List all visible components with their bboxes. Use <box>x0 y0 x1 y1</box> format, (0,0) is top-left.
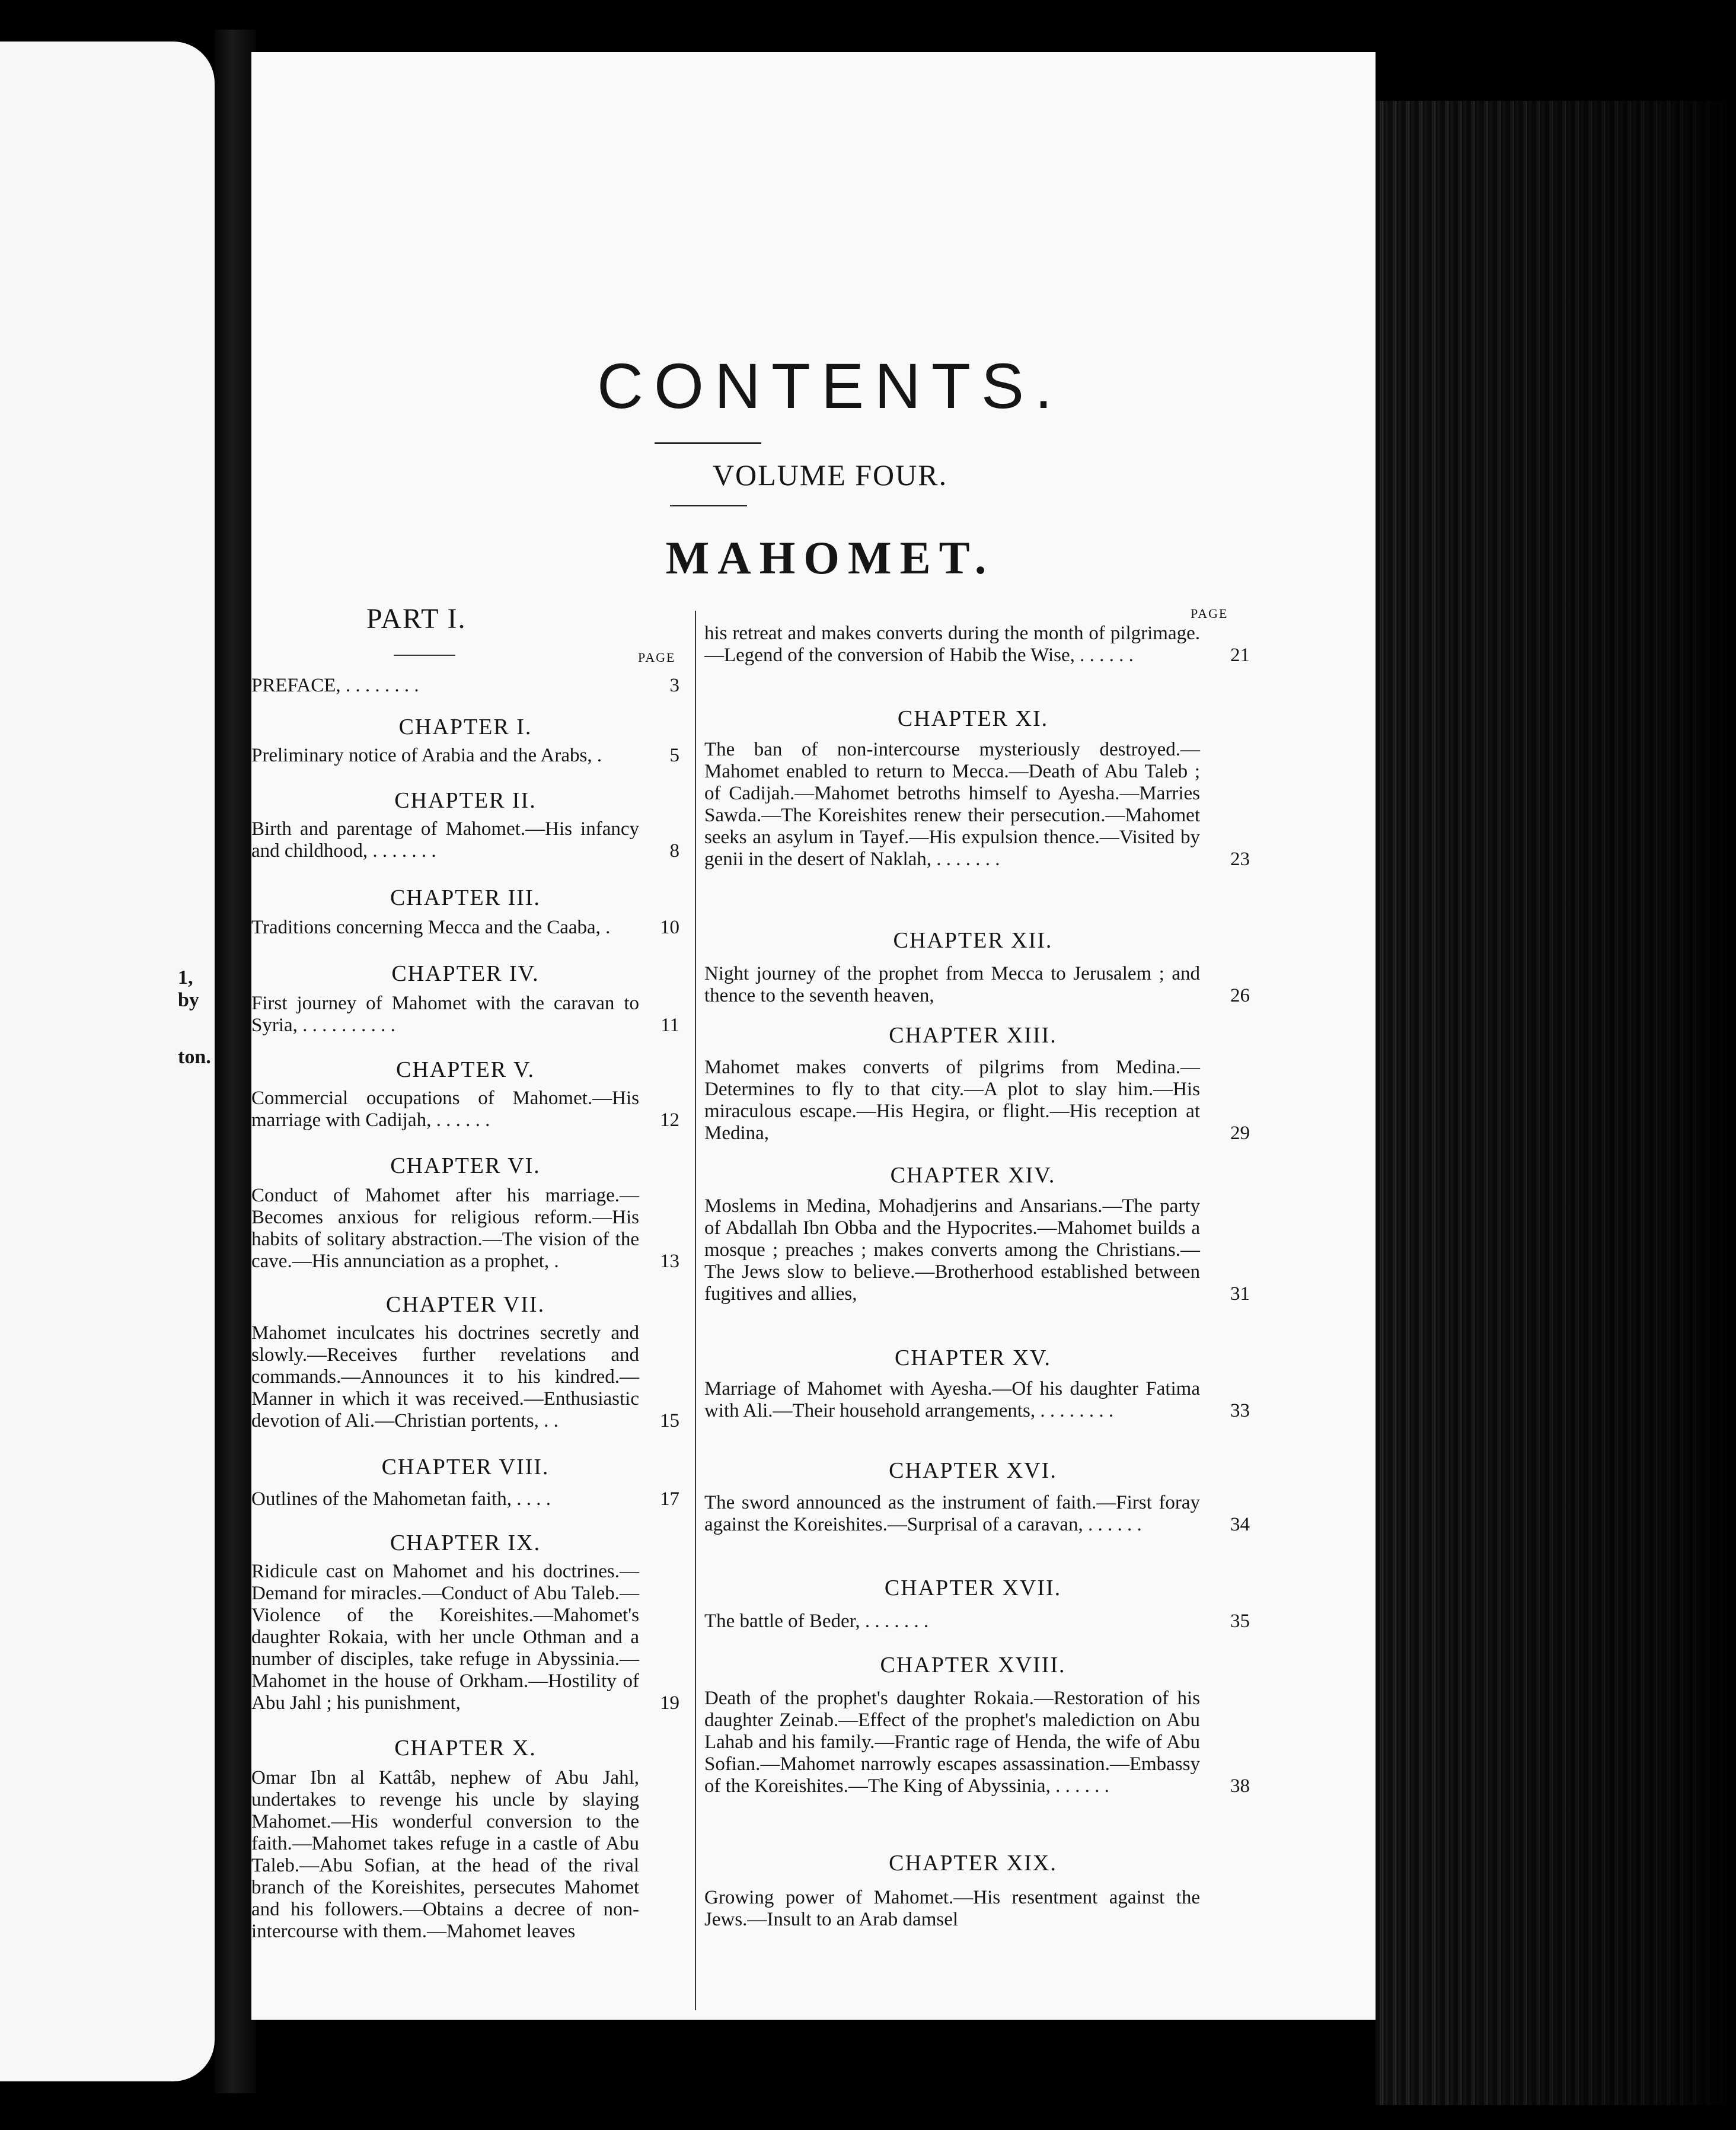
toc-entry-text: Moslems in Medina, Mohadjerins and Ansarians.—The party of Abdallah Ibn Obba and the Hypocrites.—Mahomet builds a mosque ; preaches ; makes converts among the Christians.—The Jews slow to believe.—Brotherhood established between fugitives and allies, <box>704 1195 1200 1305</box>
chapter-heading: CHAPTER IX. <box>390 1530 541 1555</box>
chapter-heading: CHAPTER XV. <box>894 1345 1052 1370</box>
volume-title: VOLUME FOUR. <box>712 458 948 492</box>
toc-entry-page: 38 <box>1230 1775 1250 1797</box>
toc-entry[interactable] <box>704 623 1250 667</box>
book-gutter <box>215 30 256 2093</box>
toc-entry-text: Birth and parentage of Mahomet.—His infancy and childhood, . . . . . . . <box>251 818 639 862</box>
toc-entry-text: Commercial occupations of Mahomet.—His marriage with Cadijah, . . . . . . <box>251 1088 639 1131</box>
toc-entry-page: 3 <box>669 675 679 696</box>
toc-entry-page: 31 <box>1230 1283 1250 1305</box>
toc-entry[interactable] <box>704 1492 1250 1536</box>
page-column-label: PAGE <box>638 650 676 665</box>
chapter-heading: CHAPTER V. <box>396 1057 535 1082</box>
chapter-heading: CHAPTER IV. <box>391 961 540 986</box>
toc-entry[interactable] <box>704 1887 1242 1931</box>
toc-entry-page: 34 <box>1230 1514 1250 1535</box>
toc-entry-text: Growing power of Mahomet.—His resentment against the Jews.—Insult to an Arab damsel <box>704 1887 1200 1930</box>
toc-entry[interactable] <box>251 818 679 862</box>
toc-entry-page: 15 <box>660 1410 679 1431</box>
toc-entry[interactable] <box>251 1322 679 1432</box>
toc-entry-text: The battle of Beder, . . . . . . . <box>704 1611 929 1632</box>
toc-entry-page: 19 <box>660 1692 679 1714</box>
toc-entry[interactable] <box>251 1767 679 1943</box>
toc-entry-page: 33 <box>1230 1400 1250 1421</box>
toc-entry-text: Preliminary notice of Arabia and the Arabs, . <box>251 745 602 766</box>
toc-entry-text: Traditions concerning Mecca and the Caaba, . <box>251 917 611 938</box>
toc-entry[interactable] <box>704 1057 1250 1144</box>
chapter-heading: CHAPTER XIV. <box>890 1163 1056 1188</box>
column-divider <box>695 611 696 2010</box>
toc-entry[interactable] <box>251 1088 679 1131</box>
volume-rule <box>670 505 747 506</box>
toc-entry-page: 11 <box>660 1015 679 1036</box>
toc-entry-text: Mahomet makes converts of pilgrims from Medina.—Determines to fly to that city.—A plot to slay him.—His miraculous escape.—His Hegira, or flight.—His reception at Medina, <box>704 1057 1200 1144</box>
page-title: CONTENTS. <box>596 350 1063 422</box>
part-rule <box>394 655 455 656</box>
toc-entry-page: 10 <box>660 917 679 938</box>
chapter-heading: CHAPTER XII. <box>893 928 1053 953</box>
title-rule <box>655 442 761 444</box>
toc-entry[interactable] <box>251 993 679 1037</box>
toc-entry-page: 35 <box>1230 1611 1250 1632</box>
chapter-heading: CHAPTER X. <box>394 1736 537 1761</box>
chapter-heading: CHAPTER XVII. <box>884 1576 1062 1600</box>
previous-page <box>0 42 215 2081</box>
toc-entry[interactable] <box>251 675 679 697</box>
chapter-heading: CHAPTER XVI. <box>889 1458 1057 1483</box>
toc-entry[interactable] <box>251 1561 679 1714</box>
chapter-heading: CHAPTER XI. <box>897 706 1049 731</box>
toc-entry[interactable] <box>704 1195 1250 1305</box>
chapter-heading: CHAPTER VIII. <box>381 1455 550 1479</box>
toc-entry[interactable] <box>704 739 1250 871</box>
toc-entry[interactable] <box>704 1611 1250 1632</box>
part-title: PART I. <box>366 603 467 634</box>
book-title: MAHOMET. <box>665 532 995 583</box>
chapter-heading: CHAPTER III. <box>390 885 541 910</box>
toc-entry-page: 29 <box>1230 1123 1250 1144</box>
toc-entry-text: Outlines of the Mahometan faith, . . . . <box>251 1488 551 1510</box>
toc-entry-text: The sword announced as the instrument of faith.—First foray against the Koreishites.—Surprisal of a caravan, . . . . . . <box>704 1492 1200 1535</box>
toc-entry-text: Death of the prophet's daughter Rokaia.—Restoration of his daughter Zeinab.—Effect of the prophet's malediction on Abu Lahab and his family.—Frantic rage of Henda, the wife of Abu Sofian.—Mahomet narrowly escapes assassination.—Embassy of the Koreishites.—The King of Abyssinia, . . . . . . <box>704 1688 1200 1797</box>
toc-entry-page: 5 <box>669 745 679 766</box>
toc-entry-page: 17 <box>660 1488 679 1510</box>
chapter-heading: CHAPTER XIX. <box>889 1851 1057 1876</box>
toc-entry-page: 13 <box>660 1251 679 1272</box>
toc-entry-text: Night journey of the prophet from Mecca to Jerusalem ; and thence to the seventh heaven, <box>704 963 1200 1006</box>
previous-page-fragment: ton. <box>178 1046 211 1068</box>
chapter-heading: CHAPTER XIII. <box>889 1023 1057 1048</box>
chapter-heading: CHAPTER VII. <box>385 1292 545 1317</box>
chapter-heading: CHAPTER VI. <box>390 1153 541 1178</box>
toc-entry[interactable] <box>704 963 1250 1007</box>
toc-entry-text: Omar Ibn al Kattâb, nephew of Abu Jahl, undertakes to revenge his uncle by slaying Mahomet.—His wonderful conversion to the faith.—Mahomet takes refuge in a castle of Abu Taleb.—Abu Sofian, at the head of the rival branch of the Koreishites, persecutes Mahomet and his followers.—Obtains a decree of non-intercourse with them.—Mahomet leaves <box>251 1767 639 1942</box>
toc-entry-text: PREFACE, . . . . . . . . <box>251 675 419 696</box>
toc-entry-page: 12 <box>660 1109 679 1131</box>
toc-entry[interactable] <box>251 745 679 767</box>
previous-page-fragment: 1, by <box>178 967 199 1011</box>
toc-entry-text: First journey of Mahomet with the caravan to Syria, . . . . . . . . . . <box>251 993 639 1036</box>
toc-entry[interactable] <box>251 1488 679 1510</box>
toc-entry[interactable] <box>704 1688 1250 1797</box>
toc-entry[interactable] <box>704 1378 1250 1422</box>
page-column-label: PAGE <box>1191 606 1228 621</box>
toc-entry[interactable] <box>251 917 679 939</box>
toc-entry-text: Mahomet inculcates his doctrines secretly and slowly.—Receives further revelations and commands.—Announces it to his kindred.—Manner in which it was received.—Enthusiastic devotion of Ali.—Christian portents, . . <box>251 1322 639 1431</box>
toc-entry-page: 8 <box>669 840 679 862</box>
toc-entry-page: 21 <box>1230 645 1250 666</box>
toc-entry-text: Marriage of Mahomet with Ayesha.—Of his daughter Fatima with Ali.—Their household arrangements, . . . . . . . . <box>704 1378 1200 1421</box>
chapter-heading: CHAPTER I. <box>398 715 532 739</box>
toc-entry-text: Ridicule cast on Mahomet and his doctrines.—Demand for miracles.—Conduct of Abu Taleb.—Violence of the Koreishites.—Mahomet's daughter Rokaia, with her uncle Othman and a number of disciples, take refuge in Abyssinia.—Mahomet in the house of Orkham.—Hostility of Abu Jahl ; his punishment, <box>251 1561 639 1714</box>
chapter-heading: CHAPTER II. <box>394 788 537 813</box>
toc-entry-page: 26 <box>1230 985 1250 1006</box>
toc-entry-text: The ban of non-intercourse mysteriously destroyed.—Mahomet enabled to return to Mecca.—Death of Abu Taleb ; of Cadijah.—Mahomet betroths himself to Ayesha.—Marries Sawda.—The Koreishites renew their persecution.—Mahomet seeks an asylum in Tayef.—His expulsion thence.—Visited by genii in the desert of Naklah, . . . . . . . <box>704 739 1200 870</box>
toc-entry[interactable] <box>251 1185 679 1273</box>
toc-entry-text: his retreat and makes converts during the month of pilgrimage.—Legend of the conversion of Habib the Wise, . . . . . . <box>704 623 1200 666</box>
toc-entry-text: Conduct of Mahomet after his marriage.—Becomes anxious for religious reform.—His habits of solitary abstraction.—The vision of the cave.—His annunciation as a prophet, . <box>251 1185 639 1272</box>
chapter-heading: CHAPTER XVIII. <box>880 1653 1066 1678</box>
toc-entry-page: 23 <box>1230 849 1250 870</box>
